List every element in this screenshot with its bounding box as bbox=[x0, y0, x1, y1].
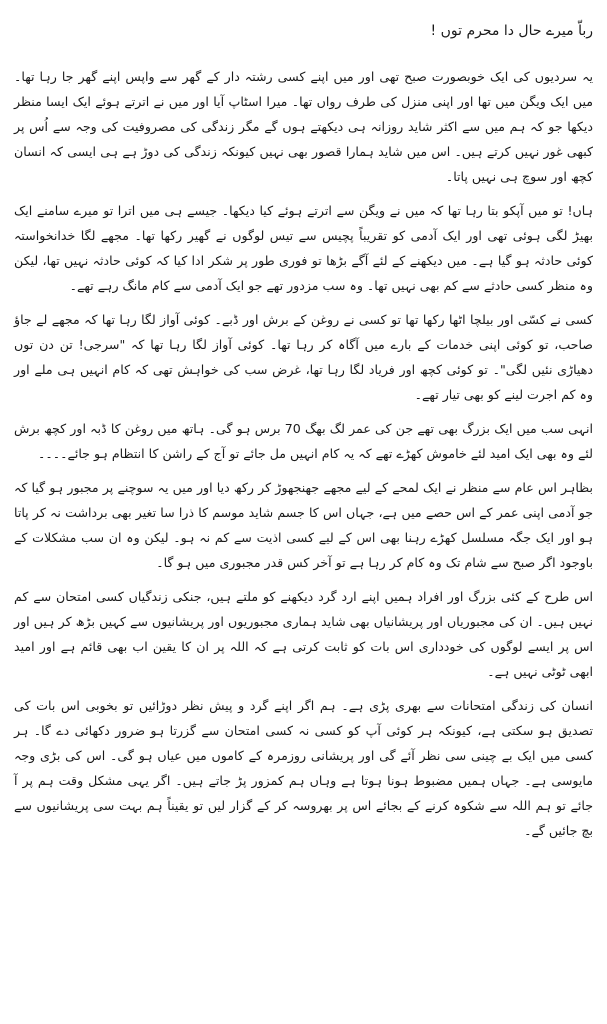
article-title: رباّ میرے حال دا محرم توں ! bbox=[430, 23, 593, 39]
article-paragraph-4: انہی سب میں ایک بزرگ بھی تھے جن کی عمر لگ بھگ 70 برس ہو گی۔ ہاتھ میں روغن کا ڈبہ اور کچھ برش لئے وہ بھی ایک امید لئے خاموش کھڑے تھے کہ یہ کام انہیں مل جائے تو آج کے راشن کا انتظام ہو جائے۔۔۔۔ bbox=[14, 421, 593, 461]
article-paragraph-7: انسان کی زندگی امتحانات سے بھری پڑی ہے۔ ہم اگر اپنے گرد و پیش نظر دوڑائیں تو بخوبی اس بات کی تصدیق ہو سکتی ہے، کیونکہ ہر کوئی آپ کو کسی نہ کسی امتحان سے گزرتا ہو ضرور دکھائی دے گا۔ ہر کسی میں ایک بے چینی سی نظر آئے گی اور پریشانی روزمرہ کے کاموں میں عیاں ہو گی۔ اس کی بڑی وجہ مایوسی ہے۔ جہاں ہمیں مضبوط ہونا ہوتا ہے وہاں ہم کمزور پڑ جاتے ہیں۔ اگر یہی مشکل وقت ہم پر آ جائے تو ہم اللہ سے شکوہ کرنے کے بجائے اس پر بھروسہ کر کے گزار لیں تو یقیناً ہم بہت سی پریشانیوں سے بچ جائیں گے۔ bbox=[14, 698, 593, 838]
article-paragraph-1: یہ سردیوں کی ایک خوبصورت صبح تھی اور میں اپنے کسی رشتہ دار کے گھر سے واپس اپنے گھر جا رہا تھا۔ میں ایک ویگن میں تھا اور اپنی منزل کی طرف رواں تھا۔ میرا اسٹاپ آیا اور میں نے اترتے ہوئے ایک ایسا منظر دیکھا جو کہ ہم میں سے اکثر شاید روزانہ ہی دیکھتے ہوں گے مگر زندگی کی مصروفیت کی وجہ سے اُس پر کبھی غور نہیں کرتے ہیں۔ اس میں شاید ہمارا قصور بھی نہیں کیونکہ زندگی کی دوڑ ہے ہی ایسی کہ انسان کچھ اور سوچ ہی نہیں پاتا۔ bbox=[14, 69, 593, 184]
article-paragraph-3: کسی نے کسّی اور بیلچا اٹھا رکھا تھا تو کسی نے روغن کے برش اور ڈبے۔ کوئی آواز لگا رہا تھا کہ مجھے لے جاؤ صاحب، تو کوئی اپنی خدمات کے بارے میں آگاہ کر رہا تھا۔ کوئی آواز لگا رہا تھا کہ "سرجی! تن دن توں دھیاڑی نئیں لگی"۔ تو کوئی کچھ اور فریاد لگا رہا تھا، غرض سب کی خواہش تھی کہ کام انہیں ہی ملے اور وہ کم اجرت لینے کو بھی تیار تھے۔ bbox=[14, 312, 593, 402]
article-paragraph-2: ہاں! تو میں آپکو بتا رہا تھا کہ میں نے ویگن سے اترتے ہوئے کیا دیکھا۔ جیسے ہی میں اترا تو میرے سامنے ایک بھیڑ لگی ہوئی تھی اور ایک آدمی کو تقریباً پچیس سے تیس لوگوں نے گھیر رکھا تھا۔ مجھے لگا خدانخواستہ کوئی حادثہ ہو گیا ہے۔ میں دیکھنے کے لئے آگے بڑھا تو فوری طور پر شکر ادا کیا کہ کوئی حادثہ نہیں تھا، لیکن وہ منظر کسی حادثے سے کم بھی نہیں تھا۔ وہ سب مزدور تھے جو ایک آدمی سے کام مانگ رہے تھے۔ bbox=[14, 203, 593, 293]
article-paragraph-6: اس طرح کے کئی بزرگ اور افراد ہمیں اپنے ارد گرد دیکھنے کو ملتے ہیں، جنکی زندگیاں کسی امتحان سے کم نہیں ہیں۔ ان کی مجبوریاں اور پریشانیاں بھی شاید ہماری مجبوریوں اور پریشانیوں سے کہیں بڑھ کر ہیں اور اس پر ایسے لوگوں کی خودداری اس بات کو ثابت کرتی ہے کہ اللہ پر ان کا یقین اب بھی قائم ہے اور امید ابھی ٹوٹی نہیں ہے۔ bbox=[14, 589, 593, 679]
article-paragraph-5: بظاہر اس عام سے منظر نے ایک لمحے کے لیے مجھے جھنجھوڑ کر رکھ دیا اور میں یہ سوچنے پر مجبور ہو گیا کہ جو آدمی اپنی عمر کے اس حصے میں ہے، جہاں اس کا جسم شاید موسم کا ذرا سا تغیر بھی برداشت نہ کر پاتا ہو اور ایک جگہ مسلسل کھڑے رہنا بھی اس کے لیے کسی اذیت سے کم نہ ہو۔ لیکن وہ ان سب مشکلات کے باوجود اگر صبح سے شام تک وہ کام کر رہا ہے تو آخر کس قدر مجبوری میں ہو گا۔ bbox=[14, 480, 593, 570]
